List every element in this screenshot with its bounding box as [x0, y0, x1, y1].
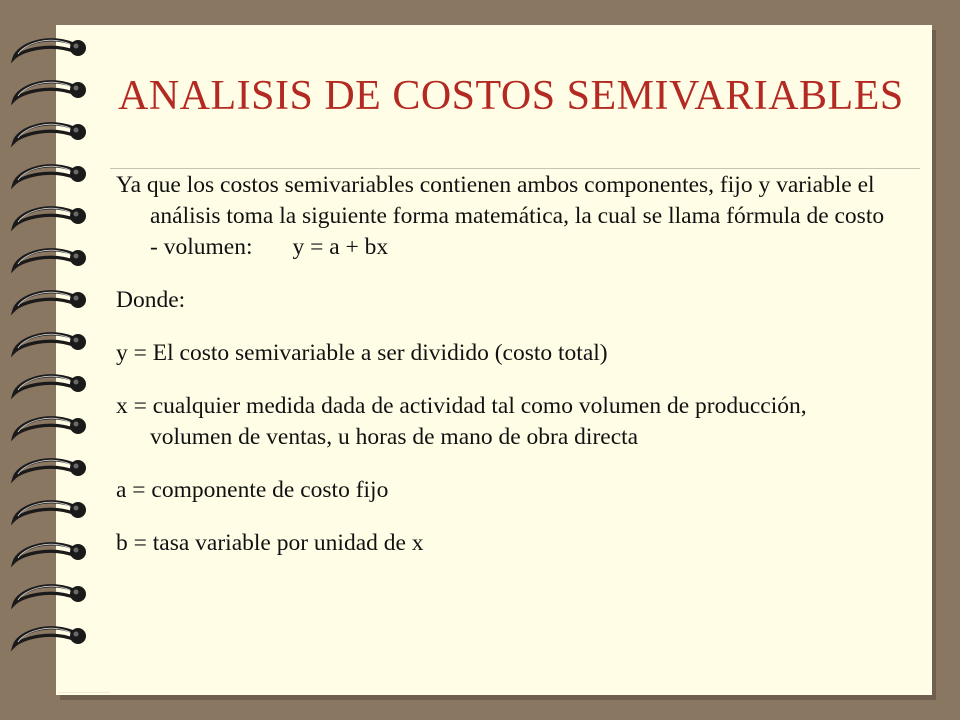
- spiral-binding-ring-icon: [14, 82, 86, 100]
- spiral-binding-ring-icon: [14, 376, 86, 394]
- donde-label: Donde:: [116, 287, 186, 313]
- intro-paragraph: [116, 170, 886, 263]
- spiral-binding-ring-icon: [14, 544, 86, 562]
- spiral-binding-ring-icon: [14, 334, 86, 352]
- spiral-binding-ring-icon: [14, 40, 86, 58]
- spiral-binding-ring-icon: [14, 502, 86, 520]
- slide-body: [116, 170, 886, 581]
- spiral-binding-ring-icon: [14, 628, 86, 646]
- slide-title: ANALISIS DE COSTOS SEMIVARIABLES: [118, 73, 904, 119]
- spiral-binding: [0, 0, 120, 720]
- title-divider: [110, 168, 920, 169]
- spiral-binding-ring-icon: [14, 586, 86, 604]
- definition-b: b = tasa variable por unidad de x: [116, 530, 424, 556]
- spiral-binding-ring-icon: [14, 292, 86, 310]
- spiral-binding-ring-icon: [14, 250, 86, 268]
- spiral-binding-ring-icon: [14, 460, 86, 478]
- spiral-binding-ring-icon: [14, 208, 86, 226]
- definition-y: y = El costo semivariable a ser dividido (costo total): [116, 340, 608, 366]
- spiral-binding-ring-icon: [14, 124, 86, 142]
- definition-a: a = componente de costo fijo: [116, 477, 389, 503]
- spiral-binding-ring-icon: [14, 166, 86, 184]
- spiral-binding-ring-icon: [14, 418, 86, 436]
- formula: y = a + bx: [292, 234, 389, 260]
- intro-text: Ya que los costos semivariables contienen ambos componentes, fijo y variable el análisis toma la siguiente forma matemática, la cual se llama fórmula de costo - volumen:: [116, 172, 885, 260]
- definition-x: x = cualquier medida dada de actividad tal como volumen de producción, volumen de ventas, u horas de mano de obra directa: [116, 393, 807, 450]
- page-edge-line: [58, 692, 110, 693]
